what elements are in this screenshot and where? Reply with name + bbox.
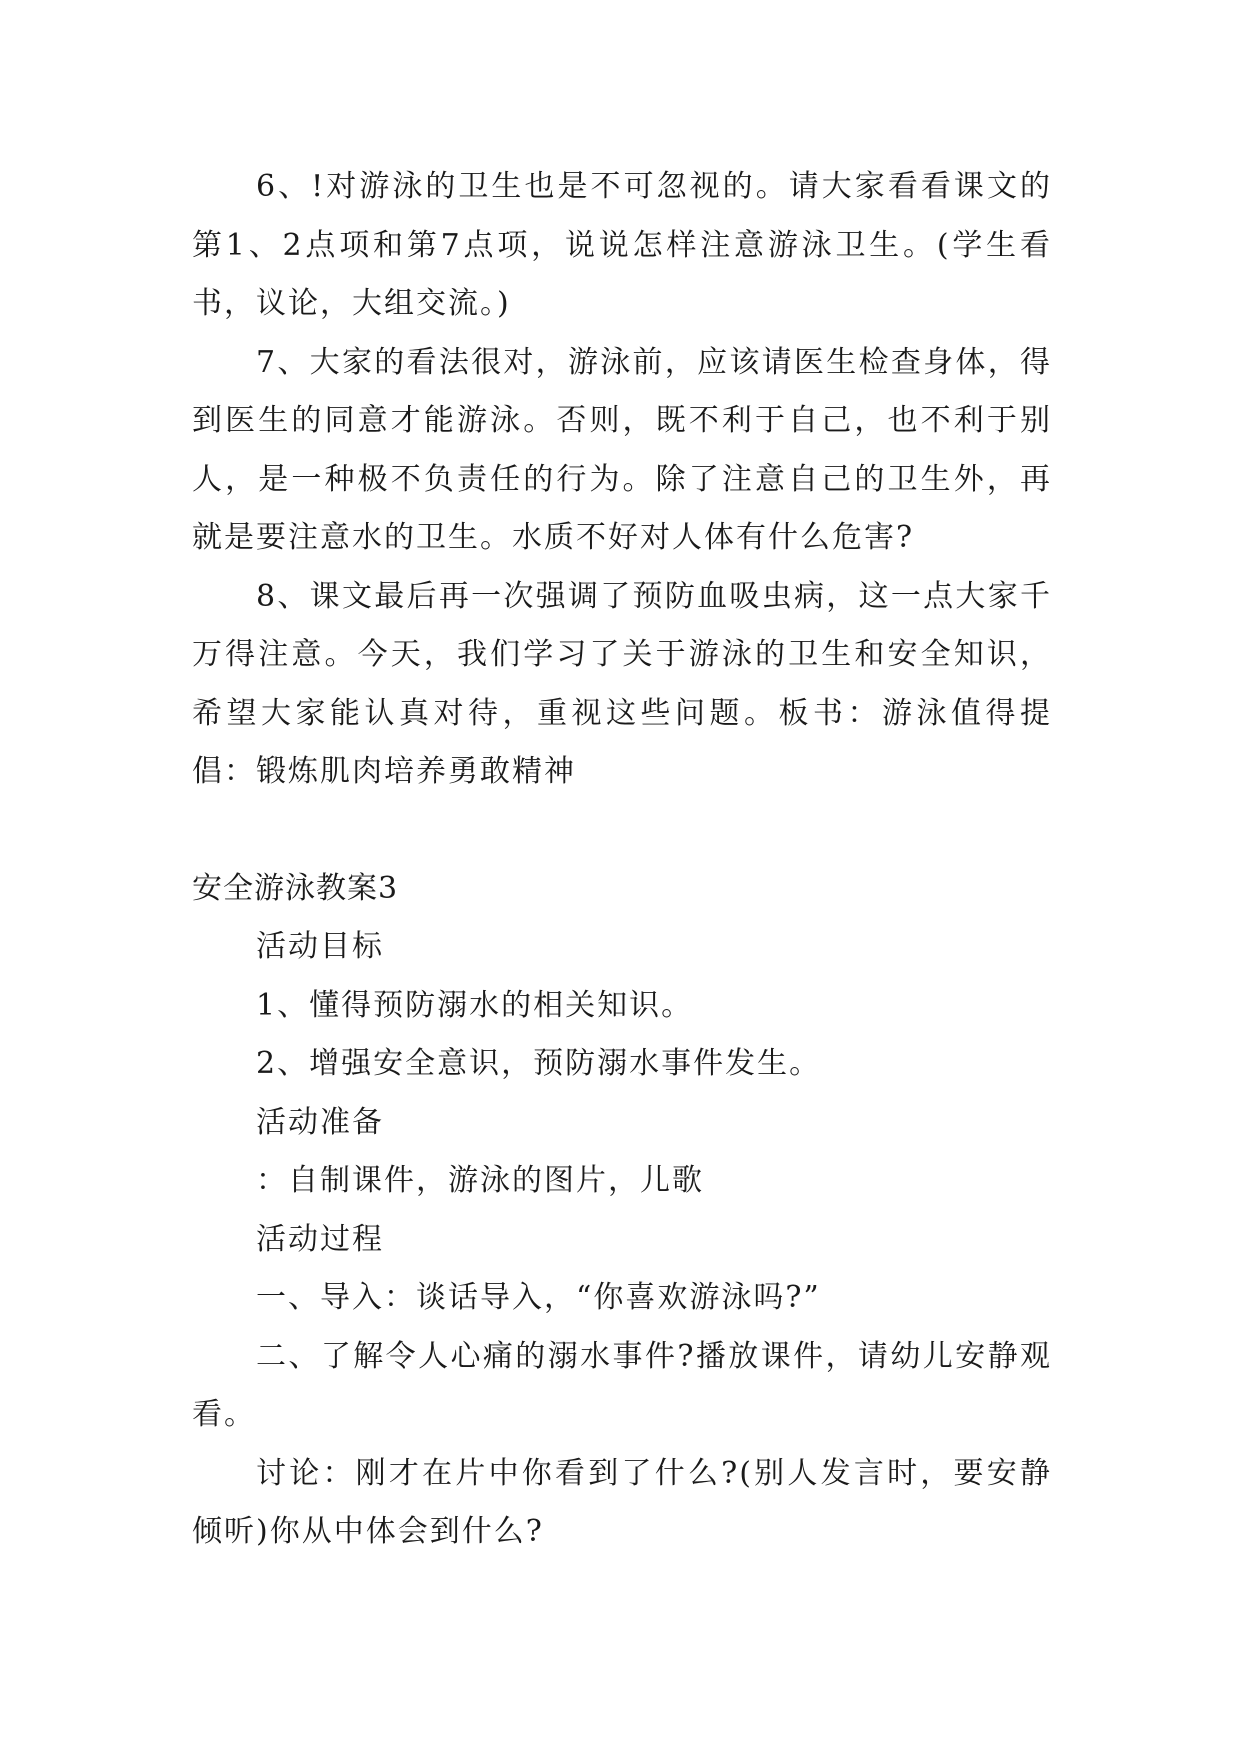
preparation-text: ：自制课件，游泳的图片，儿歌 [256,1163,704,1198]
heading-activity-preparation: 活动准备 [256,1104,384,1140]
goal-item-1: 1、懂得预防溺水的相关知识。 [256,987,694,1023]
paragraph-7: 7、大家的看法很对，游泳前，应该请医生检查身体，得到医生的同意才能游泳。否则，既不利于自己，也不利于别人，是一种极不负责任的行为。除了注意自己的卫生外，再就是要注意水的卫生。水质不好对人体有什么危害? [192,344,1052,555]
process-step-2: 二、了解令人心痛的溺水事件?播放课件，请幼儿安静观看。 [192,1338,1052,1432]
paragraph-6: 6、!对游泳的卫生也是不可忽视的。请大家看看课文的第1、2点项和第7点项，说说怎样注意游泳卫生。(学生看书，议论，大组交流。) [192,169,1052,321]
goal-item-2: 2、增强安全意识，预防溺水事件发生。 [256,1046,822,1081]
paragraph-8: 8、课文最后再一次强调了预防血吸虫病，这一点大家千万得注意。今天，我们学习了关于游泳的卫生和安全知识，希望大家能认真对待，重视这些问题。板书：游泳值得提倡：锻炼肌肉培养勇敢精神 [192,578,1052,789]
section-title: 安全游泳教案3 [192,870,399,906]
heading-activity-process: 活动过程 [256,1221,384,1257]
process-step-1: 一、导入：谈话导入，“你喜欢游泳吗?” [256,1280,821,1315]
document-body [192,158,1052,1562]
heading-activity-goals: 活动目标 [256,929,384,964]
discussion-paragraph: 讨论：刚才在片中你看到了什么?(别人发言时，要安静倾听)你从中体会到什么? [192,1455,1052,1549]
